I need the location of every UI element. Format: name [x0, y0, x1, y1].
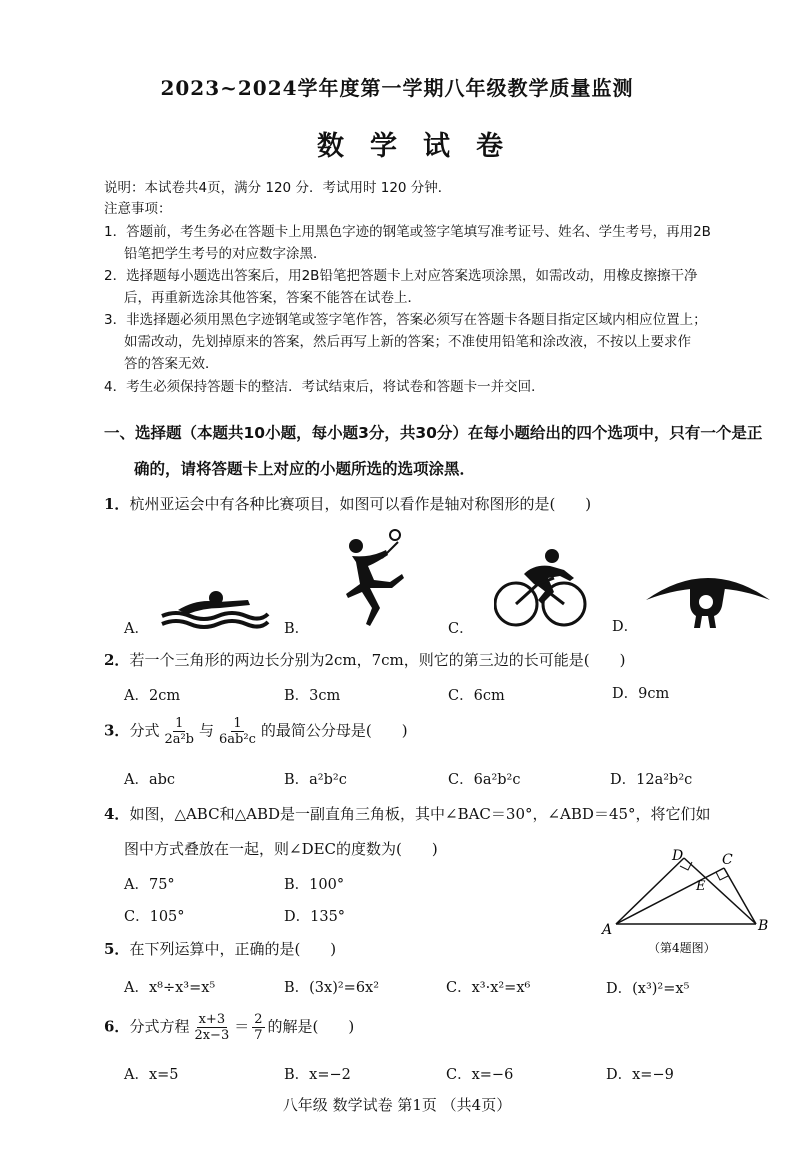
fraction-1 [162, 716, 196, 747]
question-5 [104, 938, 336, 959]
note-line: 如需改动，先划掉原来的答案，然后再写上新的答案；不准使用铅笔和涂改液，不按以上要求作 [124, 334, 691, 350]
option-b: B．3cm [284, 688, 341, 704]
exam-heading: 2023~2024学年度第一学期八年级教学质量监测 [160, 76, 634, 100]
question-stem: 在下列运算中，正确的是( ) [129, 940, 337, 958]
note-line: 4．考生必须保持答题卡的整洁．考试结束后，将试卷和答题卡一并交回． [104, 379, 545, 395]
fraction-numerator: x+3 [198, 1012, 226, 1027]
cycling-icon [494, 548, 588, 630]
label-a: A [602, 922, 613, 938]
option-b: B． [284, 621, 310, 637]
option-c: C．6a²b²c [448, 772, 521, 788]
option-d: D．12a²b²c [610, 772, 693, 788]
option-a: A．abc [124, 772, 176, 788]
question-suffix: 的最简公分母是( ) [260, 721, 408, 740]
option-a: A． [124, 621, 149, 637]
option-b: B．(3x)²=6x² [284, 980, 380, 996]
option-a: A．2cm [124, 688, 181, 704]
note-line: 2．选择题每小题选出答案后，用2B铅笔把答题卡上对应答案选项涂黑，如需改动，用橡皮擦擦干净 [104, 268, 698, 284]
fraction-denominator: 6ab²c [219, 732, 256, 747]
question-number: 3． [104, 721, 130, 740]
paper-title: 数学试卷 [317, 131, 529, 162]
option-c: C．6cm [448, 688, 505, 704]
option-d: D．(x³)²=x⁵ [606, 981, 690, 997]
note-line: 1．答题前，考生务必在答题卡上用黑色字迹的钢笔或签字笔填写准考证号、姓名、学生考号，再用2B [104, 224, 711, 240]
question-prefix: 分式 [129, 721, 160, 740]
fraction-1 [192, 1012, 231, 1043]
section-heading-cont: 确的，请将答题卡上对应的小题所选的选项涂黑． [134, 460, 476, 478]
fraction-2 [252, 1012, 264, 1043]
question-6 [104, 1012, 354, 1043]
question-4-cont: 图中方式叠放在一起，则∠DEC的度数为( ) [124, 840, 438, 858]
note-line: 3．非选择题必须用黑色字迹钢笔或签字笔作答，答案必须写在答题卡各题目指定区域内相应位置上； [104, 312, 707, 328]
question-number: 6． [104, 1017, 130, 1036]
question-prefix: 分式方程 [129, 1017, 190, 1036]
option-a: A．x=5 [124, 1067, 179, 1083]
option-a: A．75° [124, 877, 175, 893]
fraction-numerator: 2 [254, 1012, 263, 1027]
triangle-figure [596, 842, 776, 962]
option-b: B．100° [284, 877, 345, 893]
note-line: 答的答案无效． [124, 356, 219, 372]
question-suffix: 的解是( ) [267, 1017, 355, 1036]
question-2 [104, 649, 625, 670]
question-4 [104, 803, 711, 824]
question-number: 1． [104, 495, 130, 513]
question-1 [104, 493, 591, 514]
note-line: 铅笔把学生考号的对应数字涂黑． [124, 246, 327, 262]
question-number: 2． [104, 651, 130, 669]
badminton-icon [340, 528, 410, 628]
figure-caption: （第4题图） [648, 941, 716, 955]
question-stem: 杭州亚运会中有各种比赛项目，如图可以看作是轴对称图形的是( ) [129, 495, 592, 513]
question-stem: 若一个三角形的两边长分别为2cm，7cm，则它的第三边的长可能是( ) [129, 651, 626, 669]
question-3 [104, 716, 408, 747]
fraction-2 [217, 716, 258, 747]
option-c: C． [448, 621, 474, 637]
label-b: B [758, 918, 769, 934]
equals-sign: ＝ [234, 1017, 250, 1036]
label-d: D [672, 848, 684, 864]
fraction-numerator: 1 [175, 716, 184, 731]
option-c: C．x=−6 [446, 1067, 514, 1083]
question-number: 4． [104, 805, 130, 823]
option-d: D． [612, 619, 639, 635]
instructions-intro: 说明：本试卷共4页，满分 120 分．考试用时 120 分钟． [104, 180, 452, 196]
fraction-denominator: 2x−3 [194, 1028, 230, 1043]
note-line: 后，再重新选涂其他答案，答案不能答在试卷上． [124, 290, 421, 306]
fraction-numerator: 1 [233, 716, 242, 731]
option-c: C．105° [124, 909, 185, 925]
option-d: D．9cm [612, 686, 670, 702]
label-c: C [722, 852, 733, 868]
option-b: B．a²b²c [284, 772, 347, 788]
question-stem: 如图，△ABC和△ABD是一副直角三角板，其中∠BAC＝30°，∠ABD＝45°，将它们如 [129, 805, 711, 823]
option-a: A．x⁸÷x³=x⁵ [124, 980, 216, 996]
option-d: D．x=−9 [606, 1067, 674, 1083]
option-b: B．x=−2 [284, 1067, 351, 1083]
label-e: E [696, 879, 706, 894]
fraction-denominator: 7 [254, 1028, 263, 1043]
option-d: D．135° [284, 909, 346, 925]
swimming-icon [158, 588, 270, 630]
fraction-denominator: 2a²b [164, 732, 195, 747]
option-c: C．x³·x²=x⁶ [446, 980, 531, 996]
page-footer: 八年级 数学试卷 第1页 （共4页） [282, 1096, 512, 1114]
question-number: 5． [104, 940, 130, 958]
section-heading: 一、选择题（本题共10小题，每小题3分，共30分）在每小题给出的四个选项中，只有一个是正 [104, 424, 763, 442]
question-connector: 与 [199, 721, 215, 740]
notes-title: 注意事项： [104, 201, 172, 217]
gymnastics-icon [644, 566, 772, 634]
